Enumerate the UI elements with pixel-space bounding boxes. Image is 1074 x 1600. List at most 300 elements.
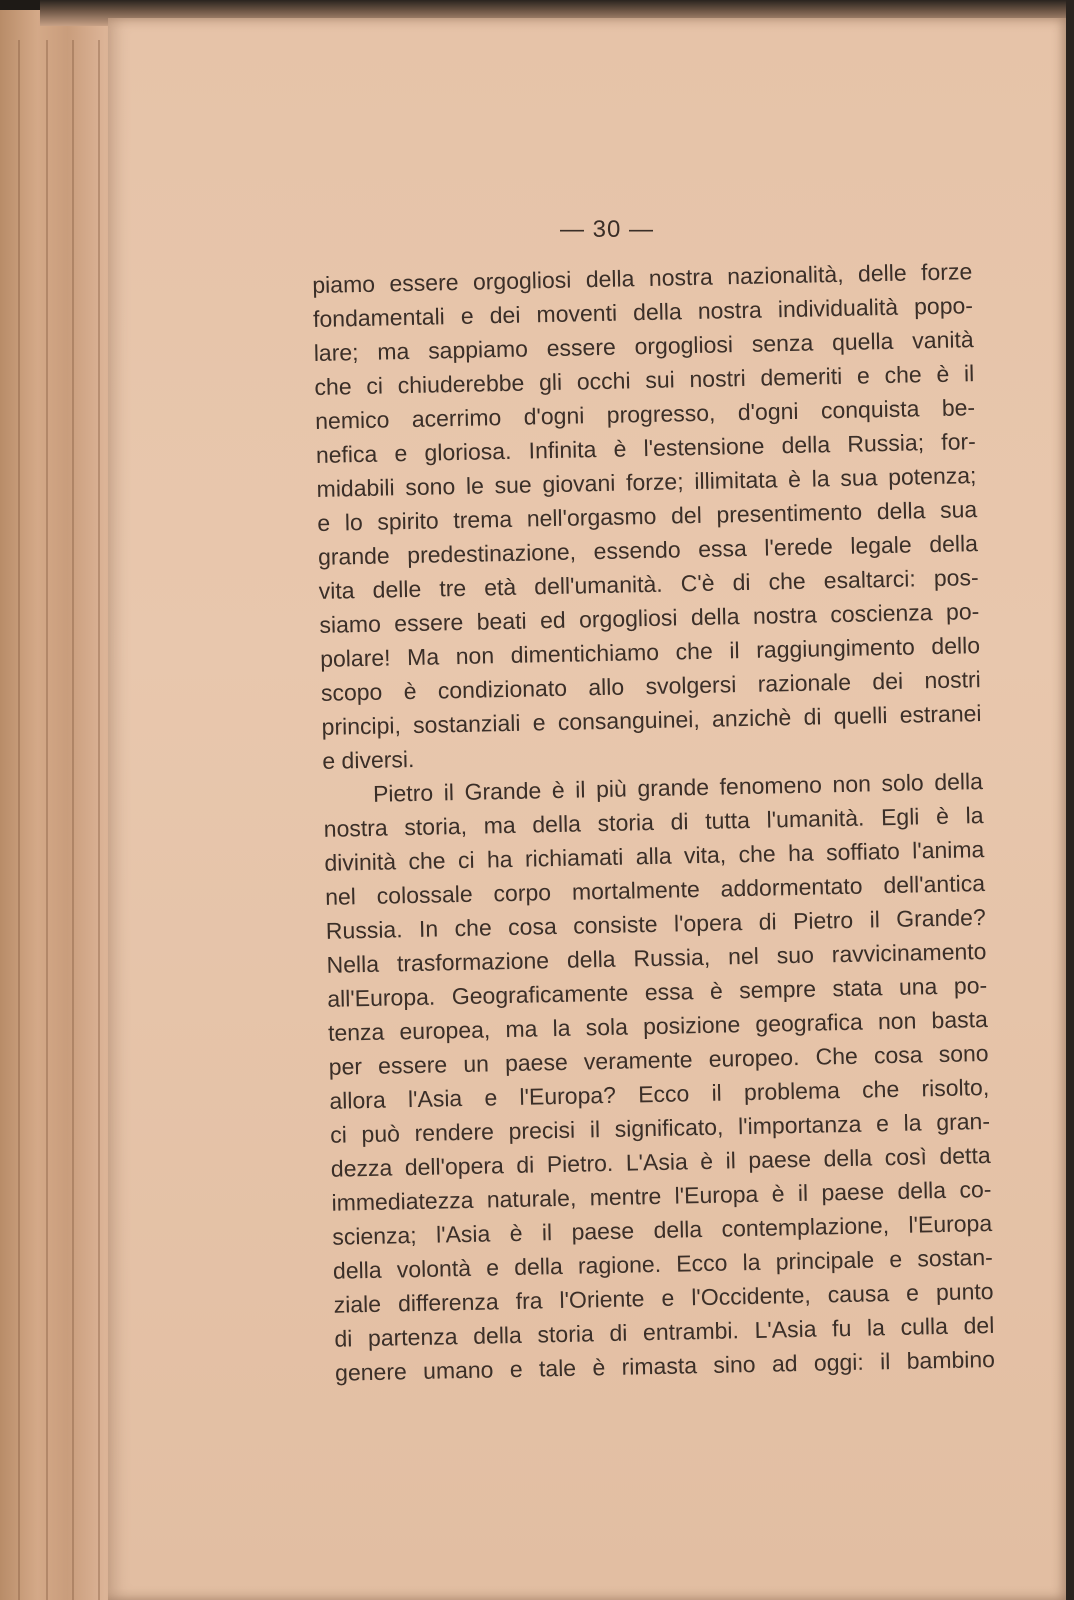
- word: risolto,: [921, 1074, 990, 1102]
- page-edge-line: [72, 40, 74, 1600]
- word: svolgersi: [645, 671, 737, 700]
- word: ci: [457, 846, 475, 874]
- word: nell'orgasmo: [526, 502, 657, 532]
- word: nostri: [924, 666, 981, 694]
- word: grande: [637, 773, 710, 802]
- word: co-: [959, 1175, 992, 1203]
- word: causa: [827, 1280, 890, 1308]
- word: del: [963, 1311, 995, 1339]
- word: In: [418, 915, 439, 942]
- word: giovani: [542, 469, 616, 498]
- word: dei: [872, 667, 904, 695]
- word: trasformazione: [396, 947, 550, 977]
- word: nefica: [315, 440, 378, 468]
- word: sono: [938, 1040, 989, 1068]
- word: il: [443, 779, 455, 806]
- word: soffiato: [825, 837, 901, 866]
- word: il: [879, 1348, 891, 1375]
- word: principi,: [321, 712, 402, 740]
- word: tutta: [704, 806, 751, 834]
- word: è: [592, 1354, 606, 1381]
- word: la: [811, 465, 830, 492]
- word: essa: [644, 978, 694, 1006]
- word: pos-: [933, 564, 979, 592]
- word: l'opera: [673, 909, 743, 937]
- word: occhi: [576, 367, 631, 395]
- word: e: [317, 509, 331, 536]
- word: moventi: [536, 299, 618, 328]
- word: solo: [881, 769, 924, 797]
- word: fondamentali: [312, 303, 446, 332]
- word: ravvicinamento: [831, 938, 987, 968]
- word: lare;: [313, 339, 359, 366]
- word: chiuderebbe: [397, 369, 525, 399]
- word: una: [898, 973, 938, 1000]
- word: scienza;: [332, 1222, 417, 1250]
- word: è: [709, 977, 723, 1004]
- word: che: [314, 373, 352, 400]
- word: ma: [377, 337, 410, 365]
- word: paese: [748, 1145, 812, 1174]
- word: detta: [939, 1141, 991, 1170]
- word: e: [889, 1245, 903, 1273]
- word: la: [742, 1248, 761, 1276]
- word: culla: [900, 1312, 949, 1340]
- word: richiamati: [524, 843, 624, 872]
- page-number: — 30 —: [560, 216, 655, 243]
- word: l'Europa: [908, 1209, 993, 1238]
- word: senza: [751, 329, 814, 357]
- word: demeriti: [760, 362, 843, 391]
- word: dell'antica: [883, 870, 986, 899]
- page-edge-line: [18, 40, 20, 1600]
- word: per: [328, 1053, 363, 1080]
- word: potenza;: [887, 462, 977, 490]
- word: consiste: [572, 910, 658, 939]
- word: l'Oriente: [559, 1285, 645, 1314]
- word: Ecco: [675, 1249, 728, 1277]
- word: paese: [504, 1048, 568, 1077]
- word: l'erede: [764, 533, 833, 561]
- word: ragione.: [577, 1250, 662, 1279]
- word: rendere: [414, 1118, 495, 1147]
- word: la: [903, 1109, 922, 1136]
- word: della: [934, 768, 984, 796]
- word: della: [632, 298, 682, 326]
- word: è: [699, 1147, 714, 1175]
- word: anzichè: [711, 704, 792, 732]
- word: estranei: [899, 700, 982, 728]
- word: Pietro: [372, 779, 434, 807]
- word: illimitata: [694, 466, 778, 495]
- word: nemico: [314, 406, 390, 434]
- word: immediatezza: [331, 1186, 474, 1216]
- word: essere: [377, 1051, 448, 1079]
- word: basta: [931, 1006, 989, 1034]
- word: allo: [588, 673, 625, 701]
- word: è: [787, 465, 802, 493]
- word: è: [509, 1219, 523, 1247]
- word: e: [322, 747, 342, 774]
- word: tale: [538, 1354, 577, 1382]
- word: e: [394, 440, 408, 467]
- word: paese: [821, 1178, 885, 1206]
- word: e: [532, 709, 546, 736]
- word: nel: [727, 942, 760, 970]
- word: Ecco: [637, 1080, 690, 1108]
- word: legale: [850, 531, 912, 559]
- word: ziale: [333, 1290, 382, 1318]
- page-edge-line: [46, 40, 48, 1600]
- word: siamo: [319, 610, 382, 638]
- word: alla: [635, 842, 672, 870]
- word: precisi: [508, 1116, 576, 1145]
- word: l'Europa?: [519, 1081, 617, 1110]
- word: sino: [713, 1350, 756, 1378]
- word: non: [455, 642, 495, 670]
- word: che: [861, 1075, 900, 1103]
- word: nel: [324, 883, 357, 910]
- word: della: [823, 1144, 873, 1172]
- word: principale: [775, 1246, 875, 1275]
- word: fu: [831, 1314, 852, 1342]
- word: nostra: [648, 263, 714, 291]
- word: nazionalità,: [726, 260, 844, 290]
- word: è: [613, 435, 627, 462]
- word: nostra: [697, 296, 763, 324]
- word: suo: [776, 941, 815, 969]
- word: gran-: [936, 1107, 991, 1136]
- word: del: [670, 501, 703, 529]
- word: della: [585, 265, 635, 293]
- word: è: [403, 677, 417, 705]
- word: Russia.: [325, 916, 403, 944]
- word: orgogliosi: [472, 266, 572, 295]
- word: europeo.: [708, 1043, 800, 1072]
- word: orgogliosi: [634, 331, 734, 360]
- word: sua: [939, 496, 978, 523]
- word: coscienza: [830, 599, 933, 628]
- word: mentre: [589, 1182, 662, 1211]
- word: può: [361, 1120, 401, 1148]
- word: è: [551, 776, 565, 804]
- word: sua: [840, 464, 878, 491]
- word: è: [936, 360, 950, 387]
- word: e: [905, 1279, 920, 1306]
- word: l'importanza: [737, 1110, 862, 1140]
- word: fenomeno: [719, 771, 823, 800]
- word: della: [472, 1321, 523, 1349]
- word: Grande: [464, 777, 542, 805]
- word: è: [935, 802, 950, 830]
- word: ha: [486, 845, 513, 873]
- word: di: [334, 1325, 353, 1352]
- word: che: [454, 914, 492, 942]
- word: razionale: [757, 668, 852, 697]
- word: un: [463, 1050, 490, 1078]
- word: individualità: [777, 293, 899, 323]
- word: delle: [372, 575, 422, 603]
- word: della: [897, 1176, 947, 1204]
- word: di: [803, 703, 822, 730]
- word: diversi.: [341, 745, 415, 774]
- page-text: [312, 254, 995, 1390]
- word: scopo: [320, 678, 383, 706]
- word: d'ogni: [737, 397, 799, 426]
- word: C'è: [680, 569, 715, 597]
- word: all'Europa.: [327, 983, 436, 1012]
- word: che: [768, 567, 806, 595]
- word: storia: [537, 1320, 594, 1348]
- word: po-: [953, 972, 988, 999]
- word: l'anima: [911, 836, 985, 864]
- word: ci: [366, 372, 384, 399]
- word: l'Occidente,: [691, 1281, 811, 1311]
- word: sono: [405, 473, 456, 501]
- word: Infinita: [528, 436, 597, 464]
- word: essa: [697, 534, 748, 562]
- word: l'Asia: [435, 1220, 491, 1248]
- word: genere: [334, 1358, 408, 1386]
- word: l'estensione: [643, 432, 765, 462]
- word: predestinazione,: [406, 538, 577, 569]
- word: della: [929, 530, 979, 558]
- word: il: [797, 1179, 809, 1207]
- word: oggi:: [813, 1348, 865, 1376]
- word: europea,: [399, 1016, 491, 1045]
- word: esaltarci:: [823, 565, 917, 594]
- word: partenza: [367, 1323, 458, 1352]
- word: Geograficamente: [451, 979, 629, 1010]
- word: della: [513, 1252, 564, 1280]
- word: la: [965, 802, 984, 829]
- word: e: [856, 362, 871, 389]
- word: colossale: [376, 880, 473, 909]
- word: della: [332, 1256, 382, 1284]
- word: le: [465, 472, 485, 499]
- word: L'Asia: [754, 1315, 817, 1343]
- word: acerrimo: [411, 404, 502, 432]
- word: problema: [743, 1077, 841, 1106]
- word: Egli: [880, 803, 920, 831]
- word: che: [675, 637, 713, 665]
- word: Che: [815, 1042, 859, 1070]
- word: e: [875, 1110, 890, 1137]
- word: sola: [585, 1013, 629, 1041]
- word: spirito: [377, 507, 439, 535]
- word: mortalmente: [571, 876, 701, 905]
- word: vita,: [683, 841, 727, 869]
- word: il: [725, 1147, 737, 1174]
- word: raggiungimento: [755, 633, 916, 663]
- word: nostra: [752, 601, 818, 629]
- word: e: [460, 302, 474, 329]
- word: contemplazione,: [721, 1212, 890, 1242]
- word: il: [589, 1116, 601, 1143]
- word: punto: [935, 1277, 994, 1306]
- word: ad: [771, 1350, 798, 1377]
- word: l'Europa: [674, 1180, 759, 1209]
- word: non: [832, 770, 872, 798]
- word: di: [732, 568, 751, 596]
- book-right-edge: [1066, 0, 1074, 1600]
- page-edge-line: [98, 40, 100, 1600]
- word: storia: [597, 808, 655, 837]
- word: della: [690, 603, 740, 631]
- word: Russia;: [847, 429, 925, 457]
- word: storia,: [404, 812, 468, 841]
- word: ed: [539, 606, 566, 634]
- word: cosa: [873, 1041, 923, 1069]
- word: che: [738, 840, 776, 868]
- word: ma: [483, 811, 516, 839]
- word: piamo: [312, 270, 376, 298]
- word: volontà: [396, 1254, 472, 1283]
- word: umano: [422, 1356, 494, 1384]
- word: dello: [931, 632, 981, 660]
- word: Nella: [326, 950, 380, 978]
- word: ci: [329, 1121, 348, 1148]
- word: che: [408, 847, 446, 875]
- word: non: [877, 1007, 917, 1035]
- word: e: [509, 1355, 523, 1383]
- word: fra: [515, 1287, 543, 1314]
- word: gli: [538, 368, 563, 396]
- word: vita: [318, 577, 355, 604]
- word: il: [541, 1219, 553, 1246]
- word: così: [884, 1143, 928, 1171]
- word: di: [609, 1319, 628, 1347]
- word: progresso,: [606, 399, 716, 428]
- word: la: [866, 1314, 886, 1341]
- word: rimasta: [621, 1352, 698, 1380]
- word: allora: [329, 1086, 386, 1114]
- word: delle: [857, 259, 907, 287]
- word: è: [771, 1180, 785, 1207]
- word: entrambi.: [642, 1317, 740, 1346]
- word: polare!: [319, 644, 391, 672]
- word: l'Asia: [407, 1085, 463, 1113]
- word: dei: [489, 301, 521, 329]
- word: quelli: [833, 702, 888, 730]
- word: della: [876, 497, 926, 525]
- word: della: [566, 945, 616, 973]
- word: e: [484, 1084, 498, 1111]
- word: paese: [571, 1217, 635, 1245]
- word: forze;: [625, 468, 684, 496]
- word: essere: [393, 608, 464, 637]
- word: Grande?: [895, 904, 986, 932]
- word: stata: [832, 974, 883, 1002]
- word: tenza: [327, 1018, 385, 1046]
- word: il: [574, 776, 586, 803]
- word: midabili: [316, 474, 395, 502]
- word: beati: [476, 607, 527, 635]
- word: nostri: [689, 364, 746, 393]
- word: tre: [439, 574, 467, 602]
- word: l'umanità.: [766, 804, 865, 833]
- word: be-: [941, 394, 976, 421]
- word: Pietro.: [546, 1149, 614, 1178]
- word: e: [485, 1254, 500, 1281]
- word: trema: [453, 505, 513, 534]
- word: essere: [389, 268, 459, 297]
- word: il: [963, 360, 975, 387]
- word: quella: [831, 327, 894, 356]
- word: il: [869, 906, 881, 933]
- word: il: [711, 1079, 723, 1106]
- word: po-: [945, 598, 980, 625]
- word: la: [552, 1014, 571, 1042]
- word: della: [532, 810, 582, 838]
- word: ma: [505, 1015, 538, 1043]
- word: condizionato: [437, 674, 568, 704]
- word: consanguinei,: [557, 705, 701, 735]
- word: sempre: [738, 975, 817, 1004]
- word: sostanziali: [412, 709, 521, 738]
- word: nostra: [323, 814, 388, 842]
- word: popo-: [913, 292, 974, 320]
- word: significato,: [614, 1113, 724, 1142]
- word: vanità: [911, 326, 974, 354]
- word: divinità: [324, 848, 397, 876]
- word: veramente: [583, 1046, 693, 1075]
- word: che: [884, 361, 922, 389]
- word: addormentato: [720, 872, 863, 902]
- word: gloriosa.: [424, 437, 512, 466]
- word: età: [483, 573, 517, 601]
- word: essere: [546, 333, 617, 362]
- word: corpo: [493, 879, 552, 907]
- word: sostan-: [917, 1243, 994, 1272]
- word: forze: [920, 258, 973, 286]
- word: L'Asia: [625, 1148, 688, 1176]
- word: grande: [317, 542, 390, 570]
- word: ha: [787, 839, 814, 867]
- word: sappiamo: [427, 335, 529, 364]
- word: Russia,: [633, 943, 711, 972]
- word: di: [516, 1151, 535, 1178]
- word: differenza: [397, 1288, 499, 1317]
- word: più: [595, 775, 628, 803]
- word: di: [758, 908, 777, 935]
- word: dimentichiamo: [510, 638, 660, 668]
- word: della: [781, 431, 831, 459]
- word: orgogliosi: [578, 604, 678, 633]
- word: e: [661, 1284, 675, 1311]
- word: bambino: [906, 1345, 996, 1374]
- word: Ma: [406, 643, 440, 671]
- word: geografica: [755, 1008, 864, 1037]
- word: d'ogni: [523, 402, 585, 430]
- word: dell'opera: [404, 1152, 505, 1181]
- word: cosa: [507, 913, 557, 941]
- word: Pietro: [792, 906, 854, 935]
- word: dell'umanità.: [533, 570, 663, 600]
- word: presentimento: [716, 498, 863, 528]
- word: conquista: [820, 395, 920, 424]
- word: sui: [645, 366, 675, 394]
- word: posizione: [642, 1011, 741, 1040]
- word: naturale,: [486, 1184, 577, 1213]
- word: di: [670, 808, 689, 835]
- word: for-: [940, 428, 977, 455]
- word: lo: [344, 508, 363, 536]
- word: sue: [494, 471, 532, 499]
- word: il: [729, 637, 740, 664]
- word: essendo: [593, 536, 681, 565]
- word: dezza: [330, 1154, 393, 1182]
